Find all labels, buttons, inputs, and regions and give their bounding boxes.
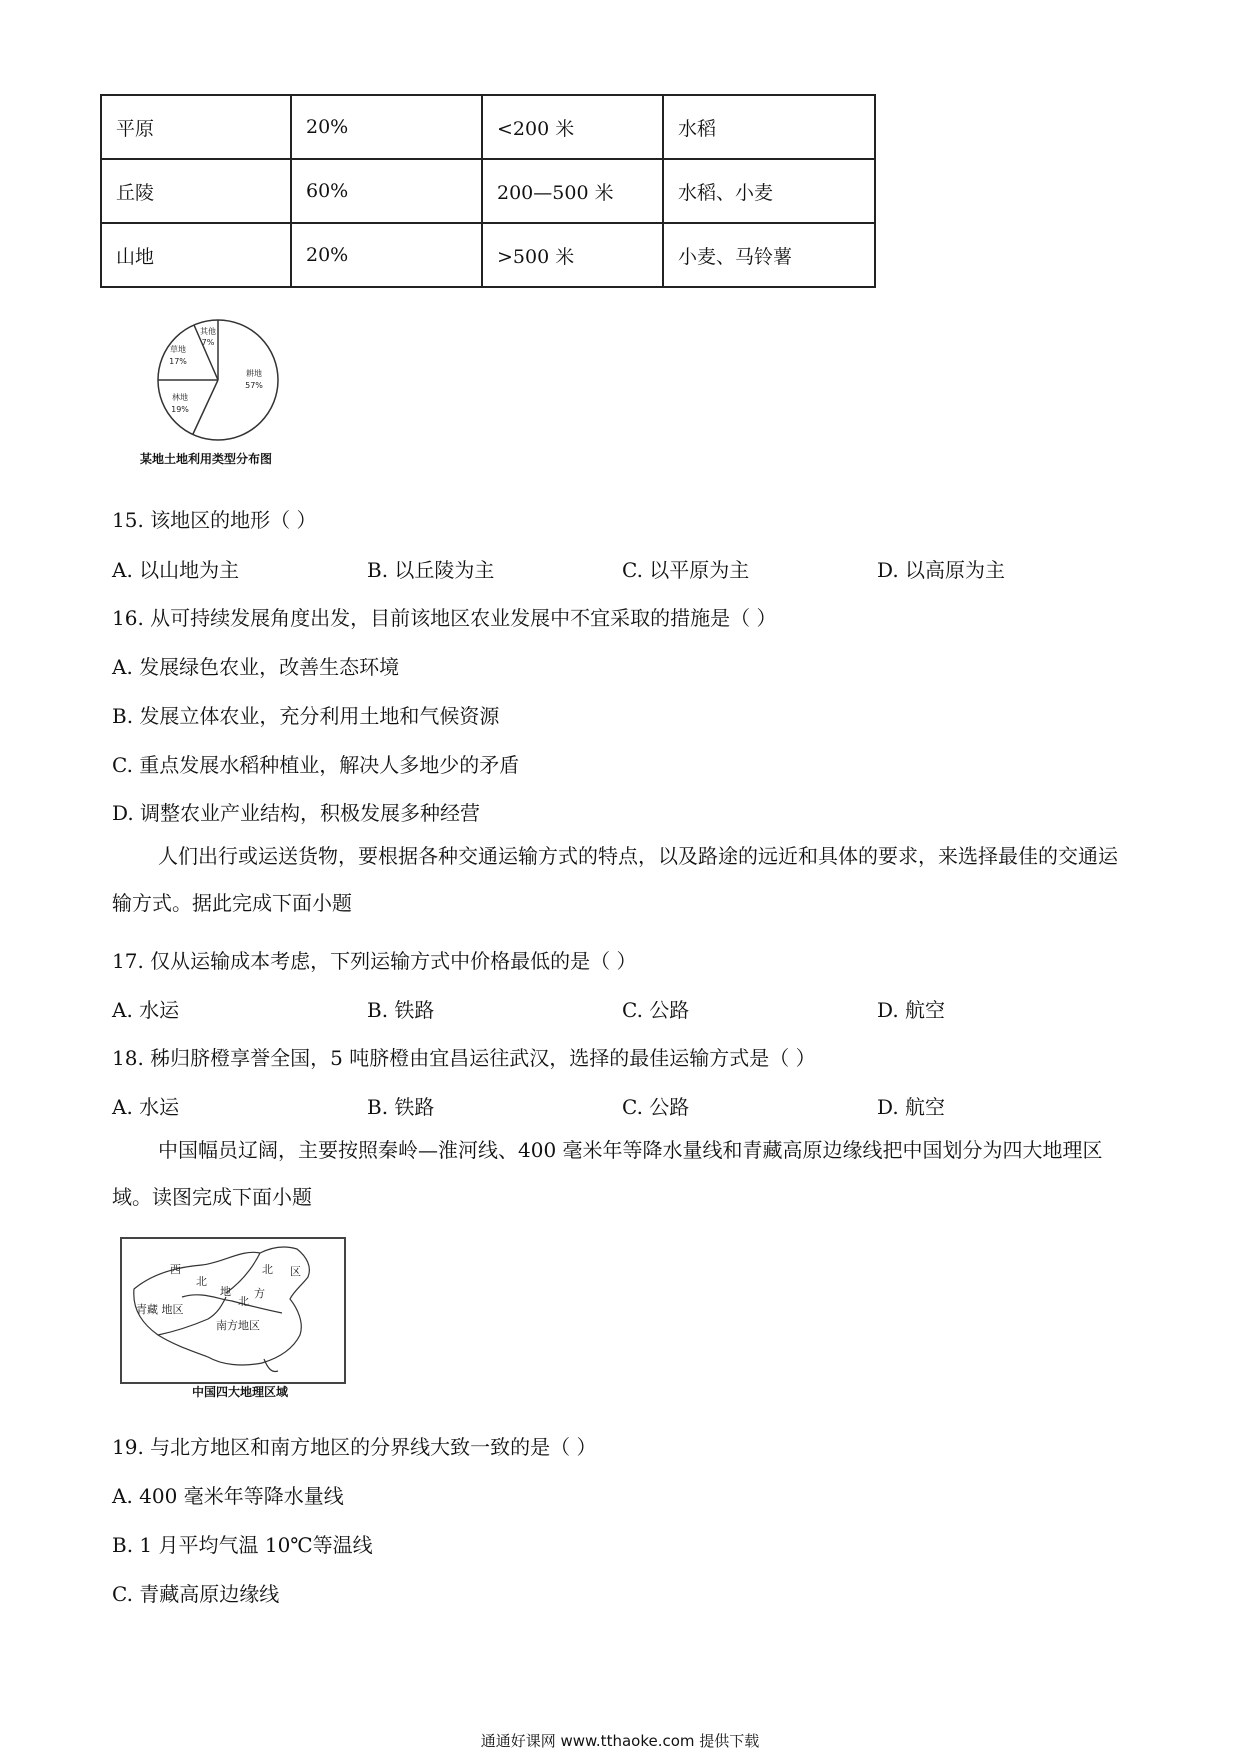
table-cell: 20% <box>291 95 482 159</box>
map-label: 北 <box>262 1263 273 1276</box>
china-regions-map-figure <box>120 1237 346 1384</box>
question-19-option-c: C. 青藏高原边缘线 <box>112 1582 280 1606</box>
pie-caption: 某地土地利用类型分布图 <box>140 452 273 466</box>
question-18-option-c: C. 公路 <box>622 1095 690 1119</box>
question-17-option-d: D. 航空 <box>877 998 946 1022</box>
coastline <box>264 1359 278 1372</box>
map-caption: 中国四大地理区域 <box>192 1385 289 1399</box>
map-label: 地 <box>220 1285 231 1298</box>
table-cell: <200 米 <box>482 95 663 159</box>
pie-slice-value: 17% <box>169 357 187 366</box>
pie-slice-value: 7% <box>201 338 215 347</box>
question-18-stem: 18. 秭归脐橙享誉全国，5 吨脐橙由宜昌运往武汉，选择的最佳运输方式是（ ） <box>112 1046 816 1070</box>
table-cell: 平原 <box>101 95 291 159</box>
table-cell: 丘陵 <box>101 159 291 223</box>
question-16-option-d: D. 调整农业产业结构，积极发展多种经营 <box>112 801 481 825</box>
pie-slice-label: 林地 <box>172 393 188 402</box>
pie-slice-label: 草地 <box>170 345 186 354</box>
table-row <box>101 223 875 287</box>
question-18-option-a: A. 水运 <box>112 1095 180 1119</box>
table-cell: >500 米 <box>482 223 663 287</box>
passage-regions: 中国幅员辽阔，主要按照秦岭—淮河线、400 毫米年等降水量线和青藏高原边缘线把中国划分为四大地理区域。读图完成下面小题 <box>112 1138 1103 1209</box>
table-cell: 水稻、小麦 <box>663 159 875 223</box>
question-17-option-a: A. 水运 <box>112 998 180 1022</box>
question-16-option-a: A. 发展绿色农业，改善生态环境 <box>112 655 400 679</box>
qinling-huaihe-line <box>182 1295 282 1313</box>
table-cell: 60% <box>291 159 482 223</box>
table-cell: 20% <box>291 223 482 287</box>
terrain-table <box>100 94 876 288</box>
map-label: 方 <box>254 1287 265 1300</box>
map-label: 南方地区 <box>216 1319 260 1332</box>
pie-slice-value: 19% <box>171 405 189 414</box>
question-17-stem: 17. 仅从运输成本考虑，下列运输方式中价格最低的是（ ） <box>112 949 637 973</box>
land-use-pie-figure <box>118 318 318 458</box>
question-18-option-d: D. 航空 <box>877 1095 946 1119</box>
map-label: 区 <box>290 1265 301 1278</box>
passage-transport: 人们出行或运送货物，要根据各种交通运输方式的特点，以及路途的远近和具体的要求，来选择最佳的交通运输方式。据此完成下面小题 <box>112 844 1118 915</box>
question-15-option-a: A. 以山地为主 <box>112 558 240 582</box>
pie-slice-label: 其他 <box>200 327 216 336</box>
table-row <box>101 159 875 223</box>
question-17-option-b: B. 铁路 <box>367 998 435 1022</box>
question-16-option-c: C. 重点发展水稻种植业，解决人多地少的矛盾 <box>112 753 520 777</box>
question-16-option-b: B. 发展立体农业，充分利用土地和气候资源 <box>112 704 500 728</box>
table-cell: 小麦、马铃薯 <box>663 223 875 287</box>
map-label: 西 <box>170 1263 181 1276</box>
pie-slice-label: 耕地 <box>246 369 262 378</box>
question-17-option-c: C. 公路 <box>622 998 690 1022</box>
question-15-option-d: D. 以高原为主 <box>877 558 1006 582</box>
question-19-option-a: A. 400 毫米年等降水量线 <box>112 1484 344 1508</box>
question-19-stem: 19. 与北方地区和南方地区的分界线大致一致的是（ ） <box>112 1435 597 1459</box>
table-cell: 200—500 米 <box>482 159 663 223</box>
table-cell: 山地 <box>101 223 291 287</box>
table-row <box>101 95 875 159</box>
land-use-pie-svg <box>118 318 318 448</box>
map-label: 北 <box>196 1275 207 1288</box>
footer-source: 通通好课网 www.tthaoke.com 提供下载 <box>480 1732 760 1750</box>
pie-slice-value: 57% <box>245 381 263 390</box>
question-19-option-b: B. 1 月平均气温 10℃等温线 <box>112 1533 373 1557</box>
question-15-option-b: B. 以丘陵为主 <box>367 558 495 582</box>
map-label: 北 <box>238 1295 249 1308</box>
table-cell: 水稻 <box>663 95 875 159</box>
question-15-option-c: C. 以平原为主 <box>622 558 750 582</box>
map-label: 青藏 地区 <box>136 1303 184 1316</box>
question-18-option-b: B. 铁路 <box>367 1095 435 1119</box>
china-map-svg <box>122 1239 340 1378</box>
question-16-stem: 16. 从可持续发展角度出发，目前该地区农业发展中不宜采取的措施是（ ） <box>112 606 777 630</box>
question-15-stem: 15. 该地区的地形（ ） <box>112 508 317 532</box>
